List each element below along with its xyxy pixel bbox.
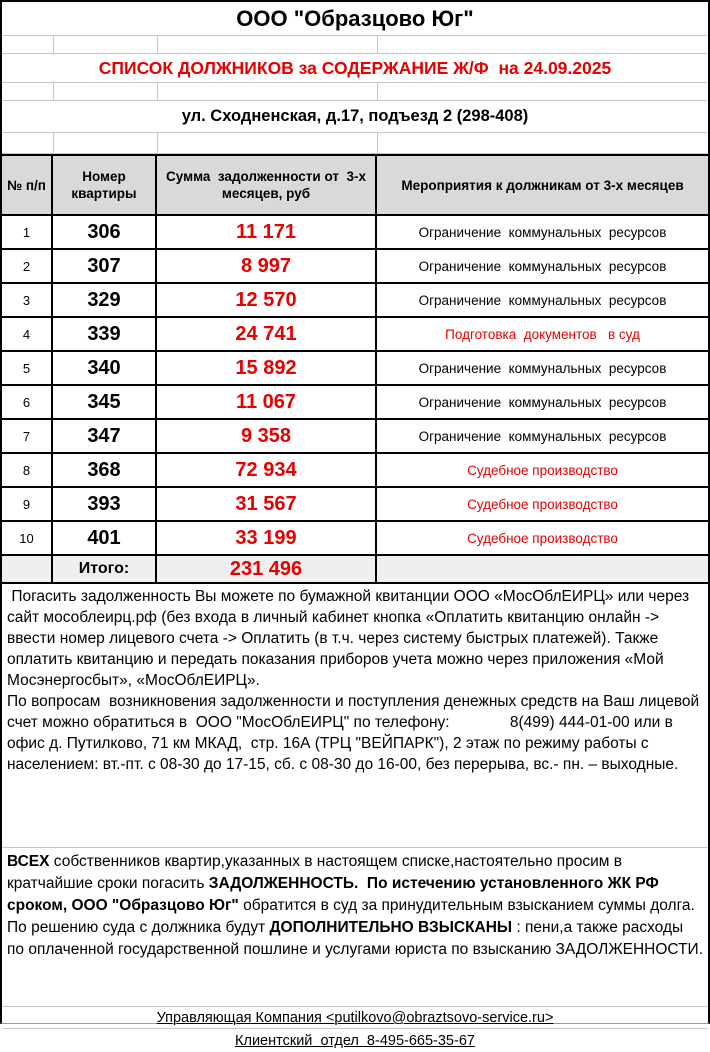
gridline <box>377 83 378 100</box>
apartment-number: 347 <box>53 420 157 452</box>
debtors-list-title: СПИСОК ДОЛЖНИКОВ за СОДЕРЖАНИЕ Ж/Ф на 24.09.2025 <box>98 57 612 78</box>
action: Судебное производство <box>467 462 618 478</box>
header-row-number: № п/п <box>2 156 53 214</box>
company-title: ООО "Образцово Юг" <box>236 5 474 31</box>
debt-amount: 33 199 <box>157 522 377 554</box>
notice-segment: ДОПОЛНИТЕЛЬНО ВЗЫСКАНЫ <box>269 919 513 936</box>
table-row <box>2 216 708 250</box>
table-row <box>2 284 708 318</box>
debt-amount: 11 171 <box>157 216 377 248</box>
total-empty-cell <box>377 556 708 582</box>
section-gap <box>2 984 708 1007</box>
table-row <box>2 352 708 386</box>
gridline <box>377 133 378 153</box>
debt-amount: 8 997 <box>157 250 377 282</box>
debtors-table <box>2 154 708 584</box>
notice-segment: обратится в суд за принудительным взысканием суммы долга. По решению суда с должника будут <box>7 897 700 936</box>
total-debt-amount: 231 496 <box>157 556 377 582</box>
table-row <box>2 318 708 352</box>
total-label: Итого: <box>53 556 157 582</box>
row-number: 2 <box>2 250 53 282</box>
footer-client-phone-row <box>2 1029 708 1052</box>
table-header-row <box>2 156 708 216</box>
header-apartment-number: Номер квартиры <box>53 156 157 214</box>
apartment-number: 329 <box>53 284 157 316</box>
notice-segment: собственников квартир,указанных в настоящем списке,настоятельно просим в кратчайшие сроки погасить <box>7 853 627 892</box>
row-number: 6 <box>2 386 53 418</box>
table-row <box>2 386 708 420</box>
spacer-row <box>2 35 708 54</box>
apartment-number: 393 <box>53 488 157 520</box>
action: Ограничение коммунальных ресурсов <box>418 292 667 308</box>
section-gap <box>2 816 708 848</box>
debt-amount: 24 741 <box>157 318 377 350</box>
debt-amount: 31 567 <box>157 488 377 520</box>
row-number: 3 <box>2 284 53 316</box>
apartment-number: 306 <box>53 216 157 248</box>
table-row <box>2 454 708 488</box>
action: Судебное производство <box>467 496 618 512</box>
header-actions: Мероприятия к должникам от 3-х месяцев <box>401 177 684 193</box>
gridline <box>157 36 158 53</box>
footer-client-phone-text: Клиентский отдел 8-495-665-35-67 <box>235 1032 475 1049</box>
action: Ограничение коммунальных ресурсов <box>418 224 667 240</box>
notice-segment: ЗАДОЛЖЕННОСТЬ. По истечению установленного ЖК РФ сроком, ООО "Образцово Юг" <box>7 875 664 914</box>
spacer-row <box>2 132 708 154</box>
row-number: 5 <box>2 352 53 384</box>
debt-amount: 15 892 <box>157 352 377 384</box>
row-number: 4 <box>2 318 53 350</box>
header-debt-amount: Сумма задолженности от 3-х месяцев, руб <box>157 156 377 214</box>
action: Подготовка документов в суд <box>445 326 640 342</box>
row-number: 7 <box>2 420 53 452</box>
gridline <box>157 83 158 100</box>
debt-amount: 72 934 <box>157 454 377 486</box>
warning-notice <box>2 848 708 984</box>
row-number: 8 <box>2 454 53 486</box>
apartment-number: 401 <box>53 522 157 554</box>
table-row <box>2 250 708 284</box>
gridline <box>53 133 54 153</box>
action: Ограничение коммунальных ресурсов <box>418 258 667 274</box>
total-empty-cell <box>2 556 53 582</box>
row-number: 10 <box>2 522 53 554</box>
action: Ограничение коммунальных ресурсов <box>418 394 667 410</box>
debt-amount: 12 570 <box>157 284 377 316</box>
debt-amount: 9 358 <box>157 420 377 452</box>
notice-segment: : пени,а также расходы по оплаченной государственной пошлине и услугами юриста по взысканию ЗАДОЛЖЕННОСТИ. <box>7 919 704 958</box>
debtors-table-body <box>2 216 708 556</box>
apartment-number: 339 <box>53 318 157 350</box>
address-title: ул. Сходненская, д.17, подъезд 2 (298-408) <box>181 107 529 125</box>
gridline <box>377 36 378 53</box>
spacer-row <box>2 82 708 101</box>
gridline <box>157 133 158 153</box>
row-number: 1 <box>2 216 53 248</box>
action: Ограничение коммунальных ресурсов <box>418 428 667 444</box>
total-row <box>2 556 708 582</box>
apartment-number: 368 <box>53 454 157 486</box>
table-row <box>2 420 708 454</box>
apartment-number: 345 <box>53 386 157 418</box>
action: Ограничение коммунальных ресурсов <box>418 360 667 376</box>
debt-amount: 11 067 <box>157 386 377 418</box>
contact-info-paragraph: По вопросам возникновения задолженности и поступления денежных средств на Ваш лицевой счет можно обратиться в ООО "МосОблЕИРЦ" по телефону: 8(499) 444-01-00 или в офис д. Путилково, 71 км МКАД, стр. 16А (ТРЦ "ВЕЙПАРК"), 2 этаж по режиму работы с населением: вт.-пт. с 08-30 до 17-15, сб. с 08-30 до 16-00, без перерыва, вс.- пн. – выходные. <box>7 693 704 773</box>
apartment-number: 307 <box>53 250 157 282</box>
gridline <box>53 83 54 100</box>
payment-info-block <box>2 584 708 816</box>
table-row <box>2 522 708 556</box>
payment-instructions-paragraph: Погасить задолженность Вы можете по бумажной квитанции ООО «МосОблЕИРЦ» или через сайт мособлеирц.рф (без входа в личный кабинет кнопка «Оплатить квитанцию онлайн -> ввести номер лицевого счета -> Оплатить (в т.ч. через систему быстрых платежей). Также оплатить квитанцию и передать показания приборов учета можно через приложения «Мой Мосэнергосбыт», «МосОблЕИРЦ». <box>7 588 694 689</box>
footer-company-email-text: Управляющая Компания <putilkovo@obraztsovo-service.ru> <box>156 1009 554 1026</box>
notice-segment: ВСЕХ <box>7 853 50 870</box>
table-row <box>2 488 708 522</box>
row-number: 9 <box>2 488 53 520</box>
footer-company-email-row <box>2 1007 708 1029</box>
action: Судебное производство <box>467 530 618 546</box>
apartment-number: 340 <box>53 352 157 384</box>
gridline <box>53 36 54 53</box>
